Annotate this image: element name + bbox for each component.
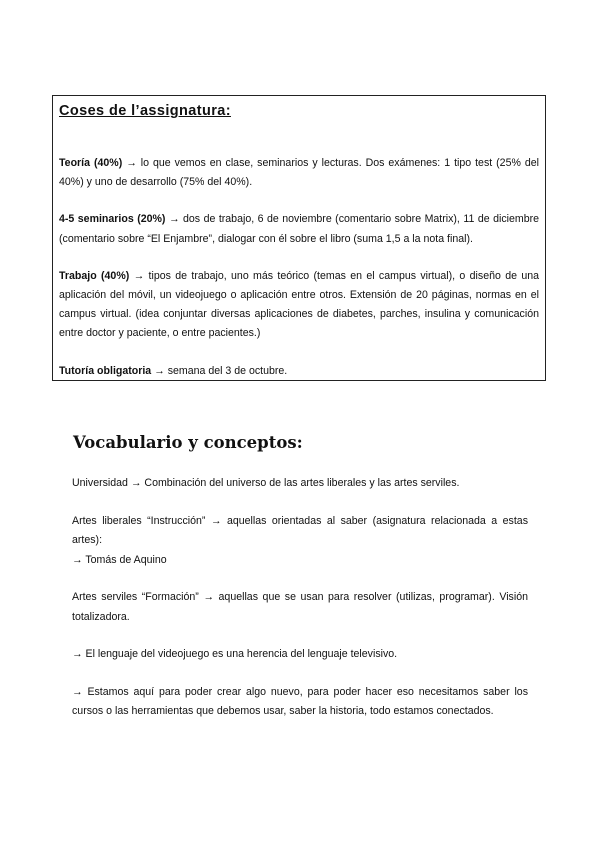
tutoring-text: → semana del 3 de octubre.	[151, 364, 288, 377]
vocab-title: Vocabulario y conceptos:	[73, 433, 303, 452]
vocab-item-videojuego: → El lenguaje del videojuego es una herencia del lenguaje televisivo.	[72, 648, 398, 660]
vocab-item-sub: → Tomás de Aquino	[72, 553, 167, 566]
seminars-text: → dos de trabajo, 6 de noviembre (comentario sobre Matrix), 11 de diciembre (comentario sobre “El Enjambre”, dialogar con él sobre el libro (suma 1,5 a la nota final).	[59, 213, 539, 245]
work-paragraph	[59, 267, 539, 344]
vocab-item-text: Artes liberales “Instrucción” → aquellas orientadas al saber (asignatura relacionada a estas artes):	[72, 514, 528, 546]
vocab-item-artes-liberales	[72, 512, 528, 571]
seminars-paragraph	[59, 210, 539, 248]
vocab-list	[72, 474, 528, 740]
vocab-item-estamos-aqui: → Estamos aquí para poder crear algo nuevo, para poder hacer eso necesitamos saber los cursos o las herramientas que debemos usar, saber la historia, todo estamos conectados.	[72, 685, 528, 717]
vocab-item-universidad: Universidad → Combinación del universo de las artes liberales y las artes serviles.	[72, 477, 460, 489]
seminars-label: 4-5 seminarios (20%)	[59, 213, 166, 226]
course-info-box	[52, 95, 546, 381]
work-label: Trabajo (40%)	[59, 269, 130, 282]
box-title: Coses de l’assignatura:	[59, 103, 231, 119]
theory-text: → lo que vemos en clase, seminarios y lecturas. Dos exámenes: 1 tipo test (25% del 40%) y uno de desarrollo (75% del 40%).	[59, 157, 539, 189]
tutoring-label: Tutoría obligatoria	[59, 364, 152, 377]
tutoring-paragraph	[59, 362, 539, 381]
vocab-item-artes-serviles: Artes serviles “Formación” → aquellas que se usan para resolver (utilizas, programar). Visión totalizadora.	[72, 591, 528, 623]
theory-label: Teoría (40%)	[59, 157, 123, 169]
theory-paragraph	[59, 154, 539, 192]
work-text: → tipos de trabajo, uno más teórico (temas en el campus virtual), o diseño de una aplicación del móvil, un videojuego o aplicación entre otros. Extensión de 20 páginas, normas en el campus virtual. (idea conjuntar diversas aplicaciones de diabetes, parches, insulina y comunicación entre doctor y paciente, o entre pacientes.)	[59, 269, 539, 340]
